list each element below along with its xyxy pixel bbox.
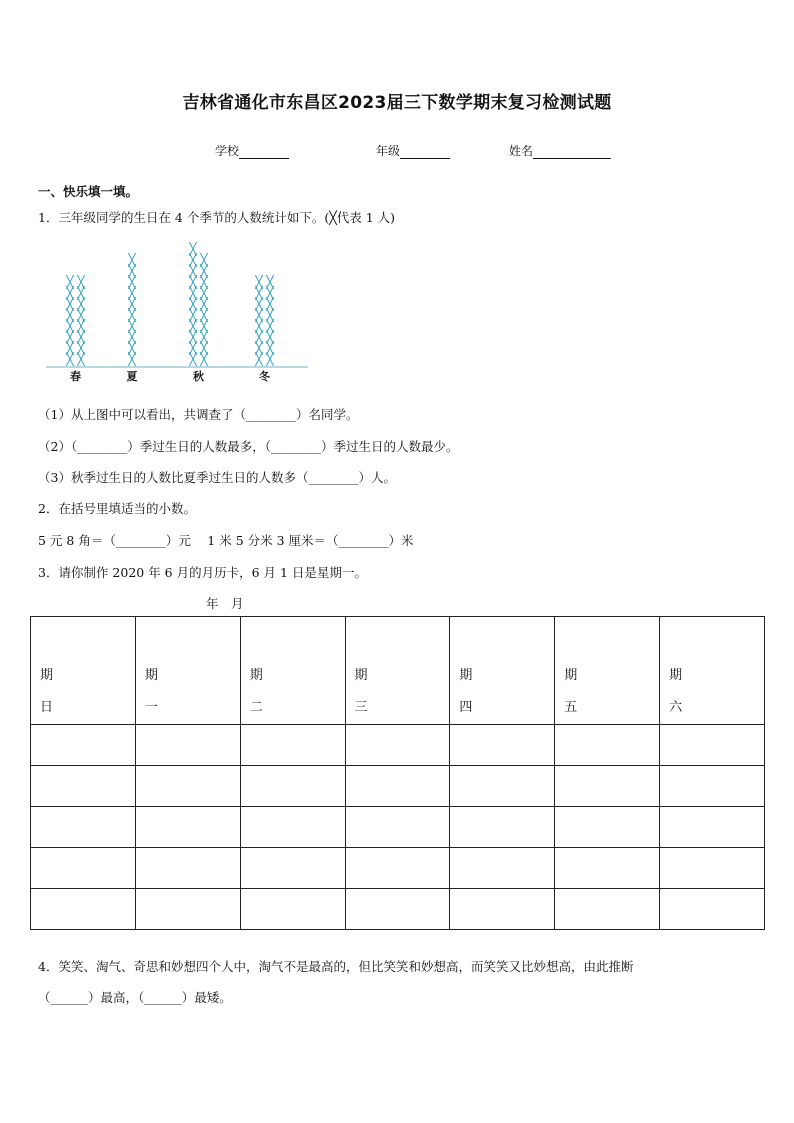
weekday-tue: 期 二 xyxy=(240,617,345,725)
day-cell[interactable] xyxy=(660,766,765,807)
day-cell[interactable] xyxy=(555,848,660,889)
tally-mark: ╳ xyxy=(77,308,85,322)
tally-mark: ╳ xyxy=(77,319,85,333)
tally-mark: ╳ xyxy=(128,275,136,289)
calendar-week-row xyxy=(31,725,765,766)
day-cell[interactable] xyxy=(135,725,240,766)
q4-line2: （______）最高，（______）最矮。 xyxy=(38,990,232,1005)
calendar-table xyxy=(30,616,765,930)
tally-mark: ╳ xyxy=(128,330,136,344)
day-cell[interactable] xyxy=(135,807,240,848)
school-blank[interactable] xyxy=(239,145,289,159)
day-cell[interactable] xyxy=(345,766,450,807)
day-cell[interactable] xyxy=(555,766,660,807)
tally-mark: ╳ xyxy=(266,308,274,322)
tally-mark: ╳ xyxy=(128,308,136,322)
tally-mark: ╳ xyxy=(189,264,197,278)
day-cell[interactable] xyxy=(31,807,136,848)
q2-stem: 2．在括号里填适当的小数。 xyxy=(38,501,196,516)
day-cell[interactable] xyxy=(31,889,136,930)
tally-mark: ╳ xyxy=(189,297,197,311)
day-cell[interactable] xyxy=(660,848,765,889)
name-field xyxy=(509,142,611,159)
tally-mark: ╳ xyxy=(128,286,136,300)
q1-sub2: （2）（________）季过生日的人数最多，（________）季过生日的人数最少。 xyxy=(38,439,459,454)
weekday-fri: 期 五 xyxy=(555,617,660,725)
tally-mark: ╳ xyxy=(128,319,136,333)
day-cell[interactable] xyxy=(31,848,136,889)
tally-mark: ╳ xyxy=(255,341,263,355)
tally-mark: ╳ xyxy=(66,352,74,366)
tally-mark: ╳ xyxy=(128,297,136,311)
tally-mark: ╳ xyxy=(200,341,208,355)
day-cell[interactable] xyxy=(240,889,345,930)
tally-mark: ╳ xyxy=(200,330,208,344)
tally-mark: ╳ xyxy=(66,275,74,289)
calendar-header-row xyxy=(31,617,765,725)
q1-stem: 1．三年级同学的生日在 4 个季节的人数统计如下。(╳代表 1 人) xyxy=(38,210,396,225)
weekday-wed: 期 三 xyxy=(345,617,450,725)
day-cell[interactable] xyxy=(240,848,345,889)
day-cell[interactable] xyxy=(555,807,660,848)
tally-mark: ╳ xyxy=(255,286,263,300)
weekday-thu: 期 四 xyxy=(450,617,555,725)
tally-mark: ╳ xyxy=(266,275,274,289)
day-cell[interactable] xyxy=(450,889,555,930)
tally-mark: ╳ xyxy=(189,352,197,366)
tally-mark: ╳ xyxy=(77,330,85,344)
calendar-caption: 年 月 xyxy=(206,596,244,611)
tally-mark: ╳ xyxy=(77,275,85,289)
tally-mark: ╳ xyxy=(77,286,85,300)
section-heading: 一、快乐填一填。 xyxy=(38,184,139,199)
day-cell[interactable] xyxy=(135,766,240,807)
grade-field xyxy=(376,142,450,159)
tally-mark: ╳ xyxy=(128,264,136,278)
weekday-mon: 期 一 xyxy=(135,617,240,725)
tally-mark: ╳ xyxy=(189,341,197,355)
day-cell[interactable] xyxy=(660,807,765,848)
weekday-sat: 期 六 xyxy=(660,617,765,725)
day-cell[interactable] xyxy=(345,889,450,930)
tally-mark: ╳ xyxy=(200,286,208,300)
tally-mark: ╳ xyxy=(200,275,208,289)
tally-mark: ╳ xyxy=(200,308,208,322)
weekday-sun: 期 日 xyxy=(31,617,136,725)
tally-mark: ╳ xyxy=(66,308,74,322)
q4-line1: 4．笑笑、淘气、奇思和妙想四个人中，淘气不是最高的，但比笑笑和妙想高，而笑笑又比妙想高，由此推断 xyxy=(38,959,634,974)
name-blank[interactable] xyxy=(533,145,611,159)
day-cell[interactable] xyxy=(450,848,555,889)
tally-mark: ╳ xyxy=(266,297,274,311)
grade-blank[interactable] xyxy=(400,145,450,159)
tally-mark: ╳ xyxy=(77,341,85,355)
tally-mark: ╳ xyxy=(255,275,263,289)
day-cell[interactable] xyxy=(345,725,450,766)
tally-mark: ╳ xyxy=(77,352,85,366)
tally-mark: ╳ xyxy=(266,341,274,355)
page-title: 吉林省通化市东昌区2023届三下数学期末复习检测试题 xyxy=(182,93,612,113)
tally-mark: ╳ xyxy=(266,319,274,333)
tally-mark: ╳ xyxy=(66,330,74,344)
season-label: 秋 xyxy=(193,370,204,383)
q3-stem: 3．请你制作 2020 年 6 月的月历卡，6 月 1 日是星期一。 xyxy=(38,565,367,580)
season-label: 夏 xyxy=(126,370,138,383)
tally-mark: ╳ xyxy=(255,352,263,366)
day-cell[interactable] xyxy=(660,725,765,766)
calendar-week-row xyxy=(31,848,765,889)
day-cell[interactable] xyxy=(135,889,240,930)
day-cell[interactable] xyxy=(450,725,555,766)
tally-mark: ╳ xyxy=(200,352,208,366)
tally-mark: ╳ xyxy=(128,341,136,355)
tally-mark: ╳ xyxy=(128,352,136,366)
day-cell[interactable] xyxy=(450,766,555,807)
day-cell[interactable] xyxy=(345,807,450,848)
tally-mark: ╳ xyxy=(255,319,263,333)
tally-mark: ╳ xyxy=(128,253,136,267)
tally-mark: ╳ xyxy=(266,286,274,300)
grade-label: 年级 xyxy=(376,144,401,158)
tally-mark: ╳ xyxy=(266,352,274,366)
day-cell[interactable] xyxy=(345,848,450,889)
school-field xyxy=(215,142,289,159)
tally-mark: ╳ xyxy=(77,297,85,311)
day-cell[interactable] xyxy=(240,766,345,807)
tally-mark: ╳ xyxy=(66,297,74,311)
tally-mark: ╳ xyxy=(189,253,197,267)
tally-mark: ╳ xyxy=(189,319,197,333)
day-cell[interactable] xyxy=(135,848,240,889)
q2-line: 5 元 8 角＝（________）元 1 米 5 分米 3 厘米＝（________）米 xyxy=(38,533,414,548)
day-cell[interactable] xyxy=(31,766,136,807)
school-label: 学校 xyxy=(215,144,240,158)
tally-mark: ╳ xyxy=(200,253,208,267)
birthday-pictograph xyxy=(40,238,310,388)
tally-mark: ╳ xyxy=(189,242,197,256)
tally-mark: ╳ xyxy=(66,341,74,355)
day-cell[interactable] xyxy=(31,725,136,766)
tally-mark: ╳ xyxy=(200,297,208,311)
tally-mark: ╳ xyxy=(255,297,263,311)
tally-mark: ╳ xyxy=(189,286,197,300)
tally-mark: ╳ xyxy=(189,275,197,289)
pictograph-svg xyxy=(40,238,310,388)
calendar-week-row xyxy=(31,807,765,848)
name-label: 姓名 xyxy=(509,144,534,158)
tally-mark: ╳ xyxy=(266,330,274,344)
calendar-week-row xyxy=(31,889,765,930)
day-cell[interactable] xyxy=(240,807,345,848)
tally-mark: ╳ xyxy=(200,264,208,278)
tally-mark: ╳ xyxy=(189,308,197,322)
day-cell[interactable] xyxy=(660,889,765,930)
day-cell[interactable] xyxy=(555,889,660,930)
calendar-week-row xyxy=(31,766,765,807)
day-cell[interactable] xyxy=(240,725,345,766)
tally-mark: ╳ xyxy=(200,319,208,333)
tally-mark: ╳ xyxy=(255,330,263,344)
tally-mark: ╳ xyxy=(66,286,74,300)
season-label: 冬 xyxy=(259,370,270,383)
q1-sub1: （1）从上图中可以看出，共调查了（________）名同学。 xyxy=(38,407,359,422)
q1-sub3: （3）秋季过生日的人数比夏季过生日的人数多（________）人。 xyxy=(38,470,396,485)
tally-mark: ╳ xyxy=(189,330,197,344)
day-cell[interactable] xyxy=(450,807,555,848)
season-label: 春 xyxy=(70,370,81,383)
day-cell[interactable] xyxy=(555,725,660,766)
tally-mark: ╳ xyxy=(66,319,74,333)
tally-mark: ╳ xyxy=(255,308,263,322)
